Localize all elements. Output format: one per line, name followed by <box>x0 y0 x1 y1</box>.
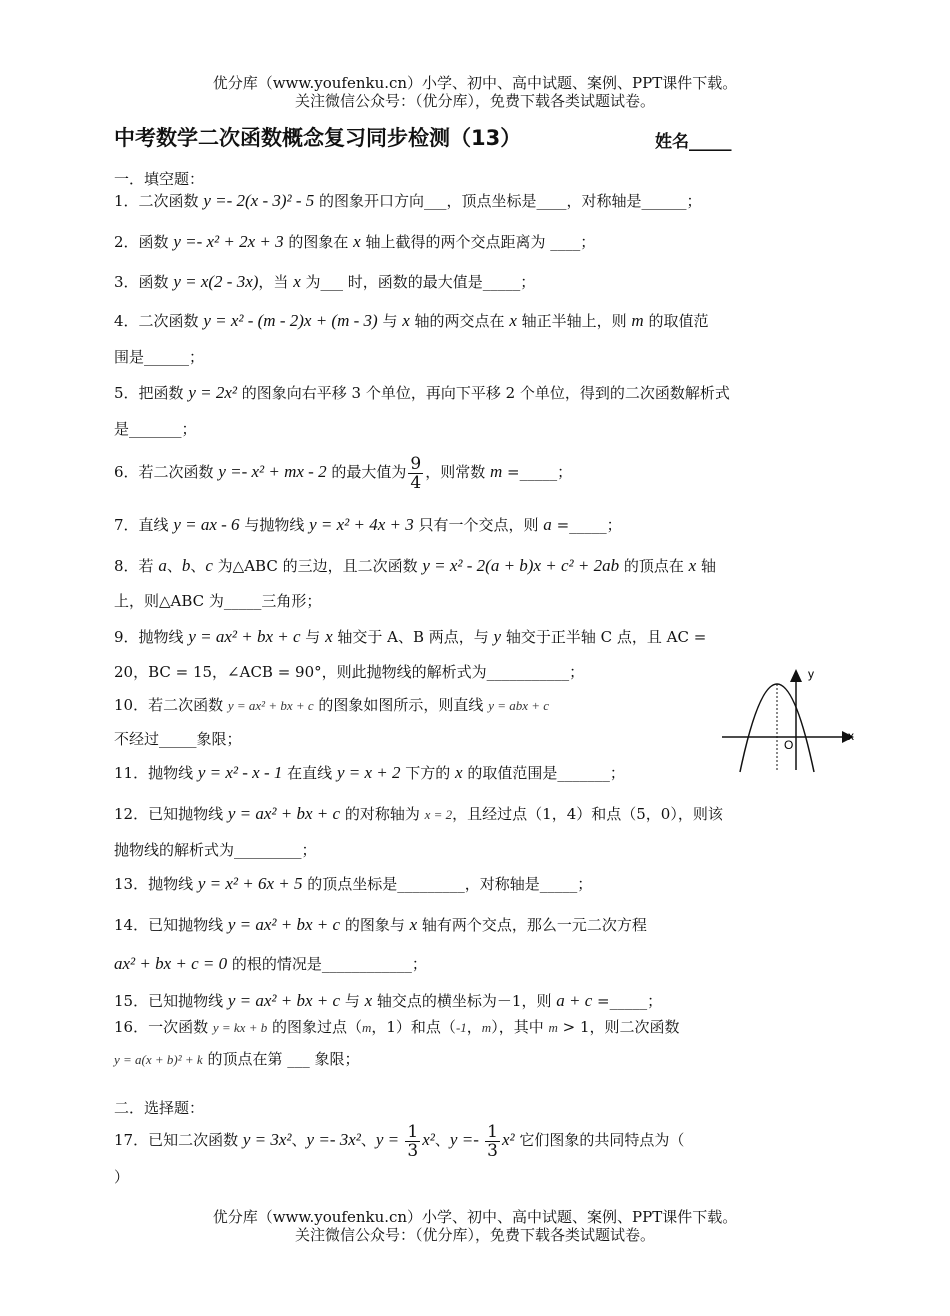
formula: y =- 3x² <box>306 1130 361 1149</box>
header-line-1: 优分库（www.youfenku.cn）小学、初中、高中试题、案例、PPT课件下载。 <box>212 74 738 92</box>
formula: y = ax² + bx + c <box>227 804 341 823</box>
formula: a + c <box>556 991 593 1010</box>
question-10-cont: 不经过_____象限； <box>114 730 242 748</box>
question-8: 8．若 a、b、c 为△ABC 的三边，且二次函数 y = x² - 2(a + b)x + c² + 2ab 的顶点在 x 轴 <box>114 556 716 575</box>
question-16: 16．一次函数 y = kx + b 的图象过点（m，1）和点（-1，m），其中 m > 1，则二次函数 <box>114 1018 680 1036</box>
question-4-cont: 围是______； <box>114 348 205 366</box>
header-line-2: 关注微信公众号：（优分库），免费下载各类试题试卷。 <box>294 92 655 110</box>
formula: y =- 2(x - 3)² - 5 <box>203 191 315 210</box>
formula: y = x² - 2(a + b)x + c² + 2ab <box>422 556 620 575</box>
formula: y = x² - (m - 2)x + (m - 3) <box>203 311 378 330</box>
y-axis-arrow <box>790 669 802 682</box>
formula: y = a(x + b)² + k <box>114 1052 203 1067</box>
formula: y = x(2 - 3x) <box>173 272 259 291</box>
question-12-cont: 抛物线的解析式为_________； <box>114 841 317 859</box>
page-title: 中考数学二次函数概念复习同步检测（13） <box>114 126 522 150</box>
fraction: $\frac{1}{3}$ <box>407 1121 419 1161</box>
parabola-graph <box>718 662 863 777</box>
question-6: 6．若二次函数 y =- x² + mx - 2 的最大值为 $\frac{9}{4}$ ，则常数 m =_____； <box>114 453 573 493</box>
question-17: 17．已知二次函数 y = 3x²、y =- 3x²、y = $\frac{1}{3}$ x²、y =- $\frac{1}{3}$ x² 它们图象的共同特点为（ <box>114 1121 685 1161</box>
x-axis-label: x <box>848 729 854 743</box>
question-3: 3．函数 y = x(2 - 3x)，当 x 为___ 时，函数的最大值是_____； <box>114 272 536 291</box>
question-5: 5．把函数 y = 2x² 的图象向右平移 3 个单位，再向下平移 2 个单位，得到的二次函数解析式 <box>114 383 730 402</box>
formula: y = ax² + bx + c <box>227 991 341 1010</box>
y-axis-label: y <box>808 667 814 681</box>
question-14-cont: ax² + bx + c = 0 的根的情况是____________； <box>114 954 427 973</box>
question-14: 14．已知抛物线 y = ax² + bx + c 的图象与 x 轴有两个交点，那么一元二次方程 <box>114 915 647 934</box>
fraction: $\frac{9}{4}$ <box>410 453 422 493</box>
formula: ax² + bx + c = 0 <box>114 954 228 973</box>
question-1: 1．二次函数 y =- 2(x - 3)² - 5 的图象开口方向___，顶点坐标是____，对称轴是______； <box>114 191 702 210</box>
section-heading-choice: 二．选择题： <box>114 1099 205 1117</box>
question-4: 4．二次函数 y = x² - (m - 2)x + (m - 3) 与 x 轴的两交点在 x 轴正半轴上，则 m 的取值范 <box>114 311 709 330</box>
question-11: 11．抛物线 y = x² - x - 1 在直线 y = x + 2 下方的 x 的取值范围是_______； <box>114 763 625 782</box>
footer-line-2: 关注微信公众号：（优分库），免费下载各类试题试卷。 <box>294 1226 655 1244</box>
formula: y = abx + c <box>488 698 550 713</box>
question-7: 7．直线 y = ax - 6 与抛物线 y = x² + 4x + 3 只有一个交点，则 a =_____； <box>114 515 622 534</box>
question-10: 10．若二次函数 y = ax² + bx + c 的图象如图所示，则直线 y = abx + c <box>114 696 550 714</box>
formula: y = ax² + bx + c <box>227 915 341 934</box>
formula: y = ax² + bx + c <box>188 627 301 646</box>
formula: y = x² + 6x + 5 <box>197 874 303 893</box>
question-9-cont: 20，BC = 15，∠ACB = 90°，则此抛物线的解析式为___________； <box>114 663 585 681</box>
question-5-cont: 是_______； <box>114 420 197 438</box>
name-field-label: 姓名_____ <box>655 132 732 152</box>
formula: y = ax - 6 <box>173 515 240 534</box>
question-16-cont: y = a(x + b)² + k 的顶点在第 ___ 象限； <box>114 1050 360 1068</box>
formula: y =- x² + 2x + 3 <box>173 232 284 251</box>
formula: x = 2 <box>424 807 453 822</box>
formula: y =- x² + mx - 2 <box>218 462 327 481</box>
formula: y = x² - x - 1 <box>197 763 283 782</box>
formula: y = 2x² <box>188 383 237 402</box>
question-8-cont: 上，则△ABC 为_____三角形； <box>114 592 322 610</box>
formula: y = x² + 4x + 3 <box>309 515 414 534</box>
footer-line-1: 优分库（www.youfenku.cn）小学、初中、高中试题、案例、PPT课件下载。 <box>212 1208 738 1226</box>
formula: y = x + 2 <box>336 763 401 782</box>
formula: y = ax² + bx + c <box>227 698 314 713</box>
question-13: 13．抛物线 y = x² + 6x + 5 的顶点坐标是_________，对称轴是_____； <box>114 874 593 893</box>
formula: y = 3x² <box>242 1130 292 1149</box>
origin-label: O <box>784 738 794 752</box>
fraction: $\frac{1}{3}$ <box>487 1121 498 1161</box>
question-12: 12．已知抛物线 y = ax² + bx + c 的对称轴为 x = 2，且经过点（1，4）和点（5，0），则该 <box>114 804 723 823</box>
section-heading-fill-in: 一．填空题： <box>114 170 205 188</box>
question-15: 15．已知抛物线 y = ax² + bx + c 与 x 轴交点的横坐标为－1，则 a + c =_____； <box>114 991 663 1010</box>
question-9: 9．抛物线 y = ax² + bx + c 与 x 轴交于 A、B 两点，与 y 轴交于正半轴 C 点，且 AC = <box>114 627 707 646</box>
formula: y = kx + b <box>212 1020 268 1035</box>
question-17-cont: ） <box>114 1168 130 1186</box>
question-2: 2．函数 y =- x² + 2x + 3 的图象在 x 轴上截得的两个交点距离为 ____； <box>114 232 596 251</box>
